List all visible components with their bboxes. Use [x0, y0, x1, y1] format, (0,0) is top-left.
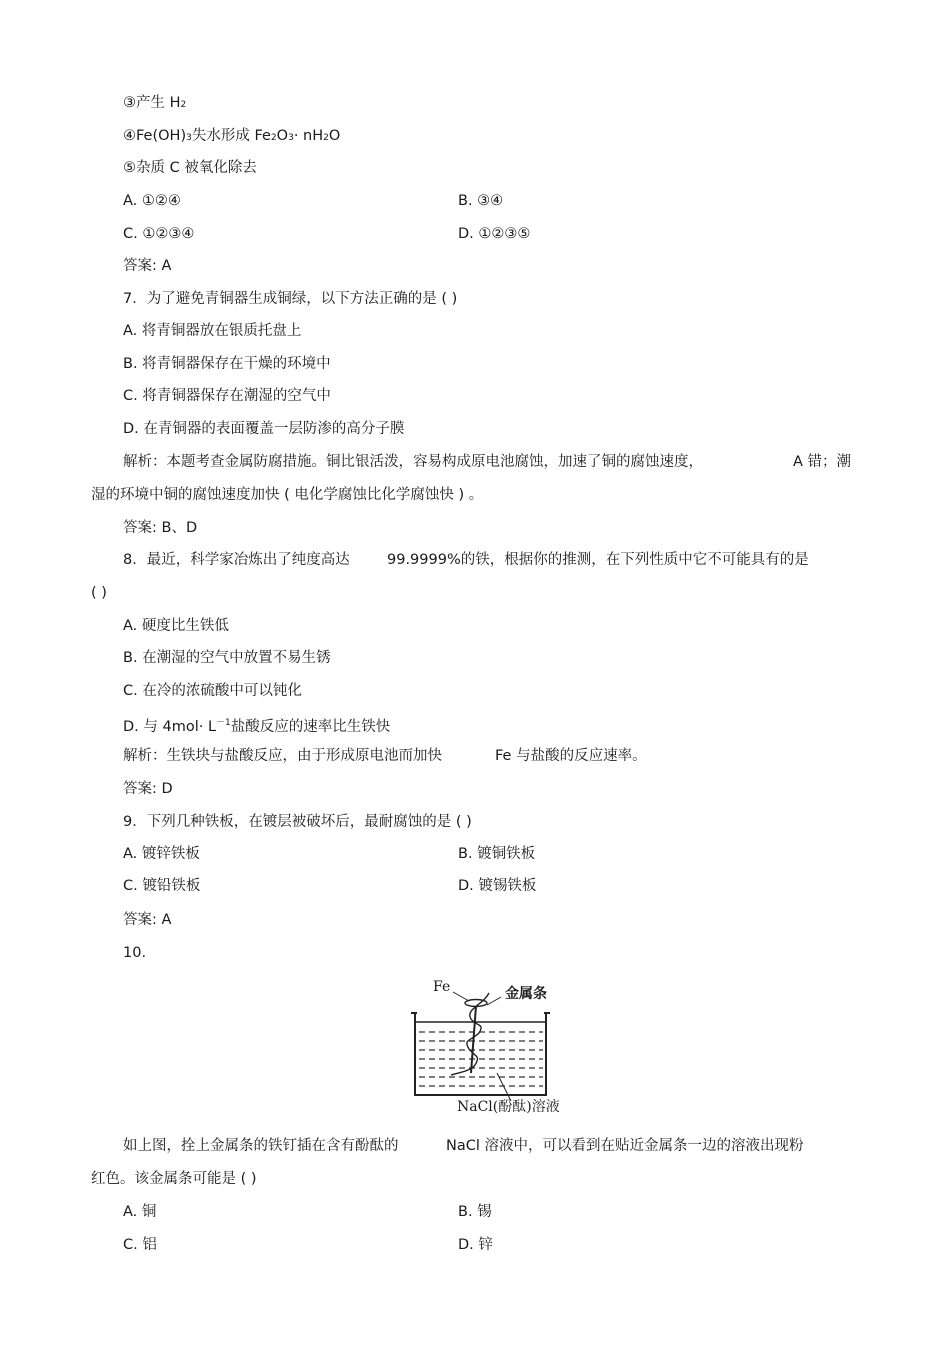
q9-option-b: B. 镀铜铁板: [458, 846, 536, 862]
q10-stem-line2: 红色。该金属条可能是 ( ): [91, 1171, 257, 1187]
q6-option-c: C. ①②③④: [123, 226, 195, 242]
q7-option-d: D. 在青铜器的表面覆盖一层防渗的高分子膜: [123, 421, 405, 437]
q10-option-a: A. 铜: [123, 1204, 157, 1220]
q8-stem-bracket: ( ): [91, 585, 107, 601]
q10-option-d: D. 锌: [458, 1237, 493, 1253]
q8-option-a: A. 硬度比生铁低: [123, 618, 229, 634]
q8-analysis: 解析：生铁块与盐酸反应，由于形成原电池而加快: [123, 748, 442, 764]
q10-stem-line1: 如上图，拴上金属条的铁钉插在含有酚酞的: [123, 1138, 399, 1154]
q7-analysis-line1-end: A 错；潮: [793, 454, 852, 470]
q8-option-d: D. 与 $4mol\cdot L^{-1}$盐酸反应的速率比生铁快: [123, 718, 391, 735]
q6-option-d: D. ①②③⑤: [458, 226, 531, 242]
q9-answer: 答案: A: [123, 912, 172, 928]
label-fe: Fe: [433, 979, 451, 995]
q6-item-5: ⑤杂质 C 被氧化除去: [123, 160, 257, 176]
q8-option-b: B. 在潮湿的空气中放置不易生锈: [123, 650, 331, 666]
leader-strip: [487, 997, 501, 1005]
q7-option-a: A. 将青铜器放在银质托盘上: [123, 323, 302, 339]
iron-nail: [471, 1006, 476, 1073]
q8-stem-continued: 99.9999%的铁，根据你的推测，在下列性质中它不可能具有的是: [387, 552, 809, 568]
label-solution: NaCl(酚酞)溶液: [457, 1099, 560, 1115]
leader-fe: [453, 992, 469, 1001]
q7-stem: 7．为了避免青铜器生成铜绿，以下方法正确的是 ( ): [123, 291, 458, 307]
q8-stem: 8．最近，科学家冶炼出了纯度高达: [123, 552, 350, 568]
q7-analysis-line1: 解析：本题考查金属防腐措施。铜比银活泼，容易构成原电池腐蚀，加速了铜的腐蚀速度，: [123, 454, 703, 470]
q10-option-c: C. 铝: [123, 1237, 157, 1253]
q7-option-b: B. 将青铜器保存在干燥的环境中: [123, 356, 331, 372]
q9-stem: 9．下列几种铁板，在镀层被破坏后，最耐腐蚀的是 ( ): [123, 814, 472, 830]
liquid-dashes: [419, 1032, 543, 1086]
label-metal-strip: 金属条: [505, 986, 547, 1002]
q9-option-d: D. 镀锡铁板: [458, 878, 537, 894]
q10-stem-line1-continued: NaCl 溶液中，可以看到在贴近金属条一边的溶液出现粉: [446, 1138, 804, 1154]
q6-item-4: ④Fe(OH)3失水形成 Fe2O3· nH2O: [123, 128, 341, 144]
q8-analysis-continued: Fe 与盐酸的反应速率。: [495, 748, 647, 764]
beaker-figure: [405, 975, 585, 1120]
q10-option-b: B. 锡: [458, 1204, 492, 1220]
q9-option-c: C. 镀铅铁板: [123, 878, 201, 894]
q10-number: 10.: [123, 945, 147, 961]
q7-analysis-line2: 湿的环境中铜的腐蚀速度加快 ( 电化学腐蚀比化学腐蚀快 ) 。: [91, 487, 484, 503]
q6-answer: 答案: A: [123, 258, 172, 274]
q7-option-c: C. 将青铜器保存在潮湿的空气中: [123, 388, 331, 404]
q7-answer: 答案: B、D: [123, 520, 198, 536]
q8-answer: 答案: D: [123, 781, 173, 797]
q6-option-b: B. ③④: [458, 193, 504, 209]
q6-option-a: A. ①②④: [123, 193, 181, 209]
q9-option-a: A. 镀锌铁板: [123, 846, 200, 862]
q8-option-c: C. 在冷的浓硫酸中可以钝化: [123, 683, 302, 699]
q6-item-3: ③产生 H2: [123, 95, 187, 111]
